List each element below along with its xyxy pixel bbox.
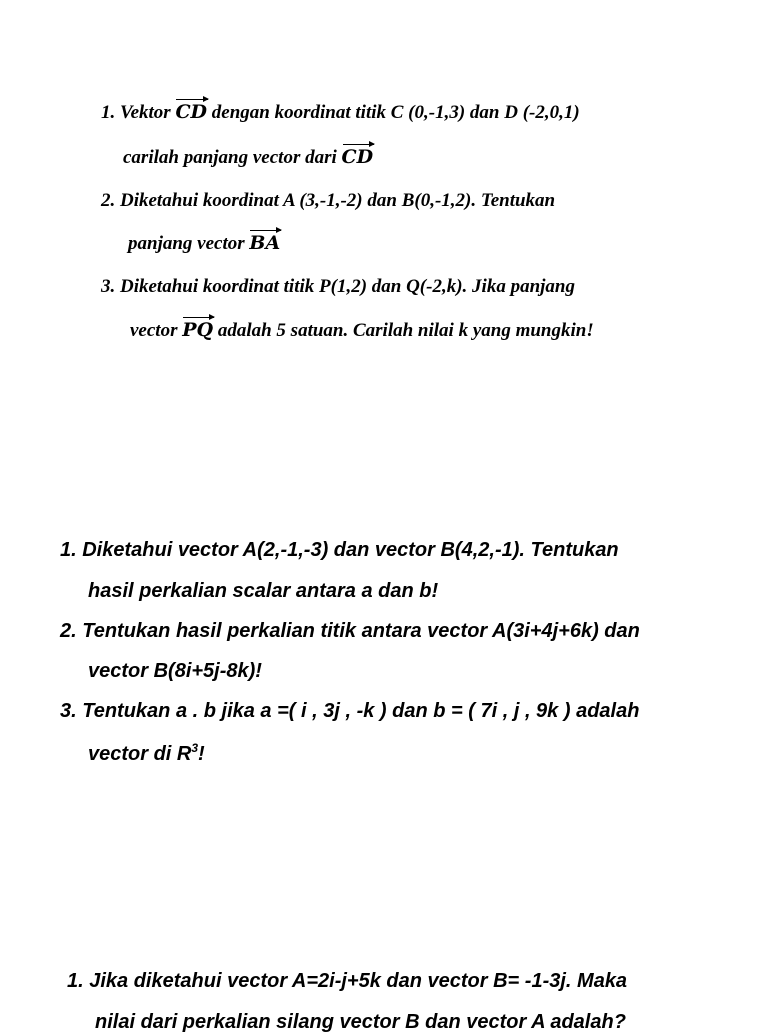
s1-item1-text: dengan koordinat titik C (0,-1,3) dan D (-2,0,1)	[207, 102, 580, 123]
s2-item3-line1: 3. Tentukan a . b jika a =( i , 3j , -k ) dan b = ( 7i , j , 9k ) adalah	[60, 700, 640, 722]
s1-item2-line2	[128, 234, 280, 253]
s2-item1-line1: 1. Diketahui vector A(2,-1,-3) dan vector B(4,2,-1). Tentukan	[60, 539, 619, 561]
vector-cd: CD	[175, 101, 208, 123]
s1-item1-line2-text: carilah panjang vector dari	[123, 147, 342, 168]
s3-item1-line1: 1. Jika diketahui vector A=2i-j+5k dan vector B= -1-3j. Maka	[67, 970, 628, 992]
s2-item2-line1: 2. Tentukan hasil perkalian titik antara vector A(3i+4j+6k) dan	[60, 620, 640, 642]
superscript-3: 3	[191, 741, 199, 755]
s3-item1-line2: nilai dari perkalian silang vector B dan vector A adalah?	[95, 1011, 626, 1033]
s2-item3-line2-end: !	[198, 743, 205, 765]
s2-item1-line2: hasil perkalian scalar antara a dan b!	[88, 580, 439, 602]
s1-item1-line2	[123, 148, 373, 167]
vector-pq: PQ	[182, 319, 214, 341]
s1-item3-line1: 3. Diketahui koordinat titik P(1,2) dan Q(-2,k). Jika panjang	[101, 276, 575, 297]
s1-item3-line2-text: adalah 5 satuan. Carilah nilai k yang mungkin!	[213, 320, 594, 341]
s1-item2-line1: 2. Diketahui koordinat A (3,-1,-2) dan B(0,-1,2). Tentukan	[101, 190, 556, 211]
s1-item1-line1	[101, 103, 580, 122]
vector-ba: BA	[249, 232, 281, 254]
s1-item2-line2-text: panjang vector	[128, 233, 250, 254]
s2-item2-line2: vector B(8i+5j-8k)!	[88, 660, 262, 682]
s2-item3-line2-text: vector di R	[88, 743, 192, 765]
s1-item3-line2-prefix: vector	[130, 320, 183, 341]
vector-cd-2: CD	[341, 146, 374, 168]
s1-item3-line2	[130, 321, 594, 340]
s2-item3-line2	[88, 742, 205, 764]
s1-item1-prefix: 1. Vektor	[101, 102, 176, 123]
